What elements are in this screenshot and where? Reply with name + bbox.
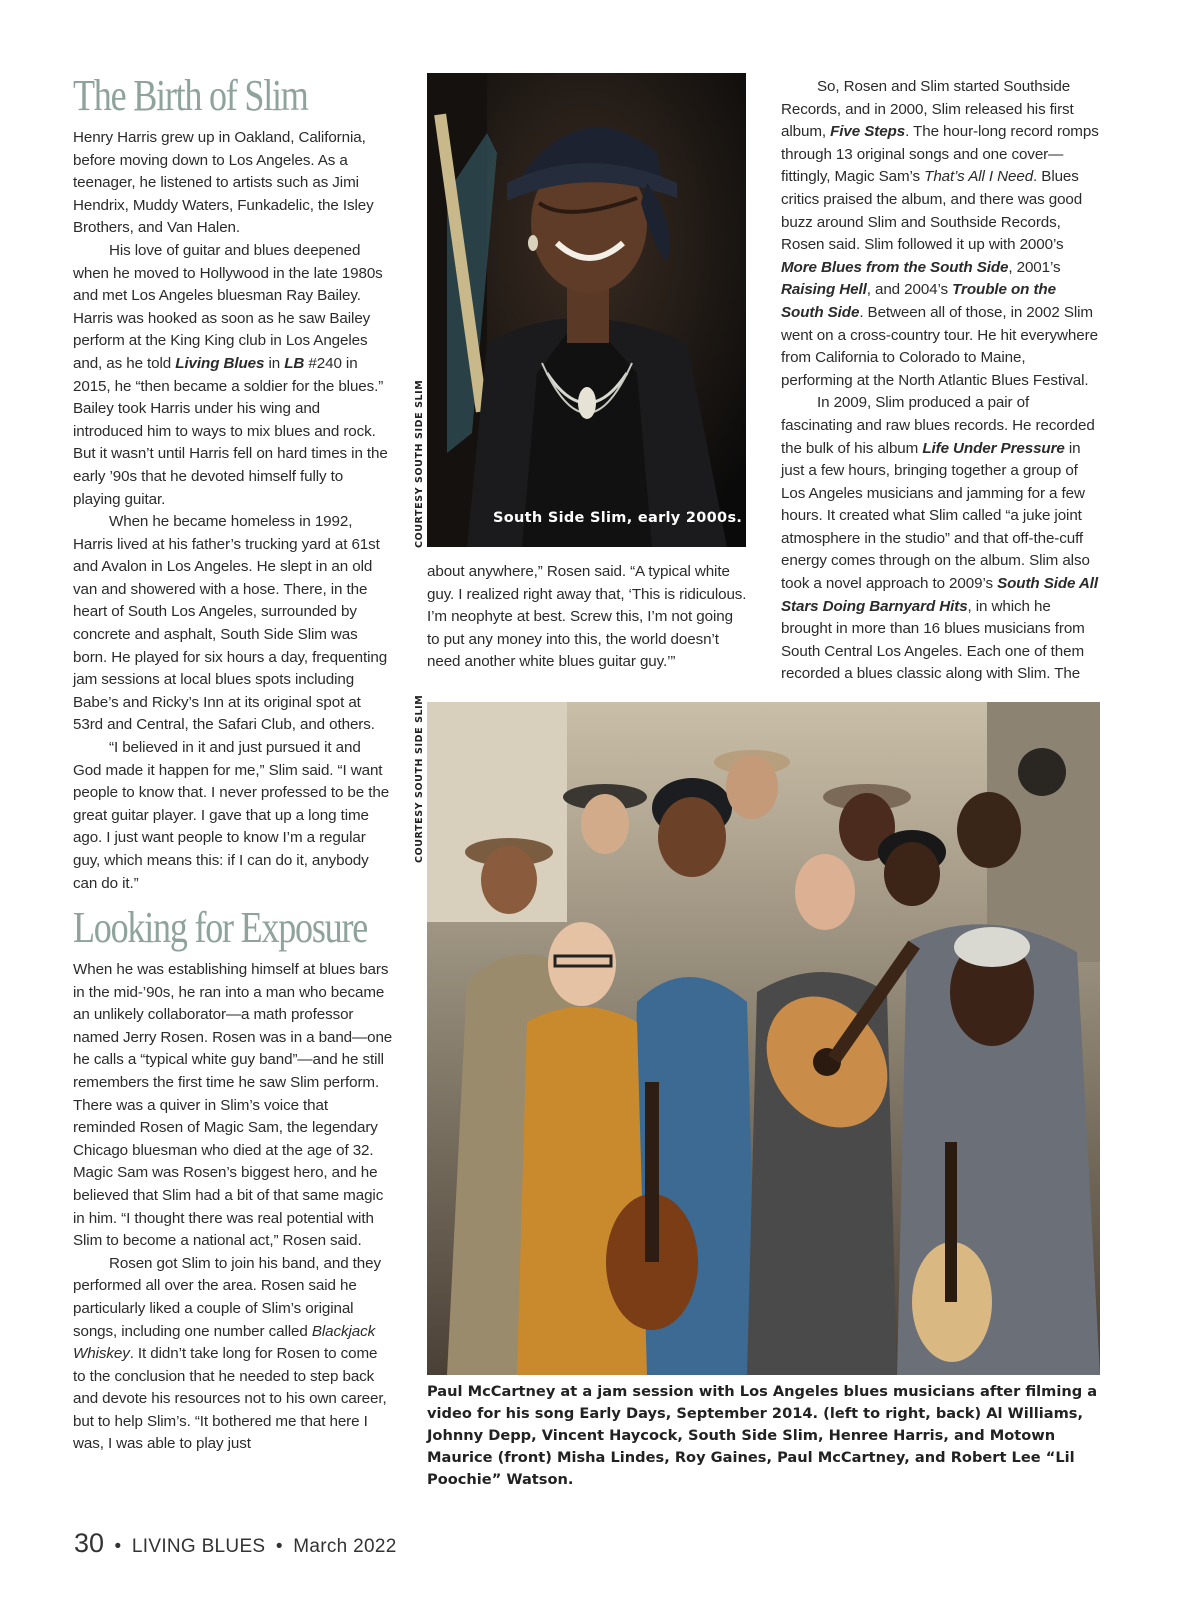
album-title: Life Under Pressure — [922, 439, 1065, 457]
photo-credit: COURTESY SOUTH SIDE SLIM — [414, 379, 425, 548]
column-left — [73, 70, 393, 895]
paragraph: Rosen got Slim to join his band, and they performed all over the area. Rosen said he particularly liked a couple of Slim’s original songs, including one number called Blackjack Whiskey. It didn’t take long for Rosen to come to the conclusion that he needed to step back and devote his resources not to his own career, but to help Slim’s. “It bothered me that here I was, I was able to play just — [73, 1254, 387, 1453]
issue-date: March 2022 — [293, 1536, 397, 1557]
song-title: That’s All I Need — [924, 168, 1034, 186]
photo-south-side-slim — [427, 73, 746, 547]
album-title: South Side All Stars Doing Barnyard Hits — [781, 575, 1099, 615]
section-heading-looking-for-exposure: Looking for Exposure — [73, 903, 368, 952]
group-photo-caption: Paul McCartney at a jam session with Los Angeles blues musicians after filming a video for his song Early Days, September 2014. (left to right, back) Al Williams, Johnny Depp, Vincent Haycock, South Side Slim, Henree Harris, and Motown Maurice (front) Misha Lindes, Roy Gaines, Paul McCartney, and Robert Lee “Lil Poochie” Watson. — [427, 1383, 1098, 1488]
album-title: Raising Hell — [781, 281, 867, 299]
page-number: 30 — [74, 1528, 105, 1558]
article-text-block-2 — [73, 959, 393, 1456]
portrait-illustration — [427, 73, 746, 547]
group-photo-illustration — [427, 702, 1100, 1375]
song-title: Blackjack Whiskey — [73, 1322, 376, 1363]
magazine-name: LIVING BLUES — [131, 1536, 266, 1557]
article-text-block-1 — [73, 127, 393, 895]
footer-separator: • — [275, 1536, 283, 1557]
paragraph: Henry Harris grew up in Oakland, California, before moving down to Los Angeles. As a teenager, he listened to artists such as Jimi Hendrix, Muddy Waters, Funkadelic, the Isley Brothers, and Van Halen. — [73, 129, 374, 237]
paragraph: His love of guitar and blues deepened when he moved to Hollywood in the late 1980s and met Los Angeles bluesman Ray Bailey. Harris was hooked as soon as he saw Bailey perform at the King King club in Los Angeles and, as he told Living Blues in LB #240 in 2015, he “then became a soldier for the blues.” Bailey took Harris under his wing and introduced him to ways to mix blues and rock. But it wasn’t until Harris fell on hard times in the early ’90s that he devoted himself fully to playing guitar. — [73, 241, 388, 508]
column-middle-text: about anywhere,” Rosen said. “A typical white guy. I realized right away that, ‘This is ridiculous. I’m neophyte at best. Screw this, I’m not going to put any money into this, the world doesn’t need another white blues guitar guy.’” — [427, 563, 747, 671]
paragraph: So, Rosen and Slim started Southside Records, and in 2000, Slim released his first album, Five Steps. The hour-long record romps through 13 original songs and one cover—fittingly, Magic Sam’s That’s All I Need. Blues critics praised the album, and there was good buzz around Slim and Southside Records, Rosen said. Slim followed it up with 2000’s More Blues from the South Side, 2001’s Raising Hell, and 2004’s Trouble on the South Side. Between all of those, in 2002 Slim went on a cross-country tour. He hit everywhere from California to Colorado to Maine, performing at the North Atlantic Blues Festival. — [781, 78, 1099, 389]
magazine-abbrev: LB — [284, 354, 305, 372]
photo-caption-overlay: South Side Slim, early 2000s. — [493, 510, 743, 526]
album-title: More Blues from the South Side — [781, 258, 1009, 276]
paragraph: In 2009, Slim produced a pair of fascinating and raw blues records. He recorded the bulk of his album Life Under Pressure in just a few hours, bringing together a group of Los Angeles musicians and jamming for a few hours. It created what Slim called “a juke joint atmosphere in the studio” and that off-the-cuff energy comes through on the album. Slim also took a novel approach to 2009’s South Side All Stars Doing Barnyard Hits, in which he brought in more than 16 blues musicians from South Central Los Angeles. Each one of them recorded a blues classic along with Slim. The — [781, 394, 1099, 683]
photo-group-jam-session — [427, 702, 1100, 1375]
paragraph: “I believed in it and just pursued it and God made it happen for me,” Slim said. “I want people to know that. I never professed to be the great guitar player. I gave that up a long time ago. I just want people to know I’m a regular guy, which means this: if I can do it, anybody can do it.” — [73, 739, 390, 892]
page-footer — [74, 1528, 397, 1559]
photo-credit: COURTESY SOUTH SIDE SLIM — [414, 694, 425, 863]
section-heading-birth-of-slim: The Birth of Slim — [73, 71, 308, 120]
column-left-lower — [73, 902, 393, 1456]
album-title: Trouble on the South Side — [781, 281, 1056, 321]
magazine-title: Living Blues — [175, 354, 265, 372]
column-right — [781, 76, 1101, 686]
paragraph: When he became homeless in 1992, Harris lived at his father’s trucking yard at 61st and Avalon in Los Angeles. He slept in an old van and showered with a hose. There, in the heart of South Los Angeles, surrounded by concrete and asphalt, South Side Slim was born. He played for six hours a day, frequenting jam sessions at local blues spots including Babe’s and Ricky’s Inn at its original spot at 53rd and Central, the Safari Club, and others. — [73, 513, 388, 734]
paragraph: When he was establishing himself at blues bars in the mid-’90s, he ran into a man who became an unlikely collaborator—a math professor named Jerry Rosen. Rosen was in a band—one he calls a “typical white guy band”—and he still remembers the first time he saw Slim perform. There was a quiver in Slim’s voice that reminded Rosen of Magic Sam, the legendary Chicago bluesman who died at the age of 32. Magic Sam was Rosen’s biggest hero, and he believed that Slim had a bit of that same magic in him. “I thought there was real potential with Slim to become a national act,” Rosen said. — [73, 961, 393, 1250]
album-title: Five Steps — [830, 123, 906, 141]
footer-separator: • — [114, 1536, 122, 1557]
